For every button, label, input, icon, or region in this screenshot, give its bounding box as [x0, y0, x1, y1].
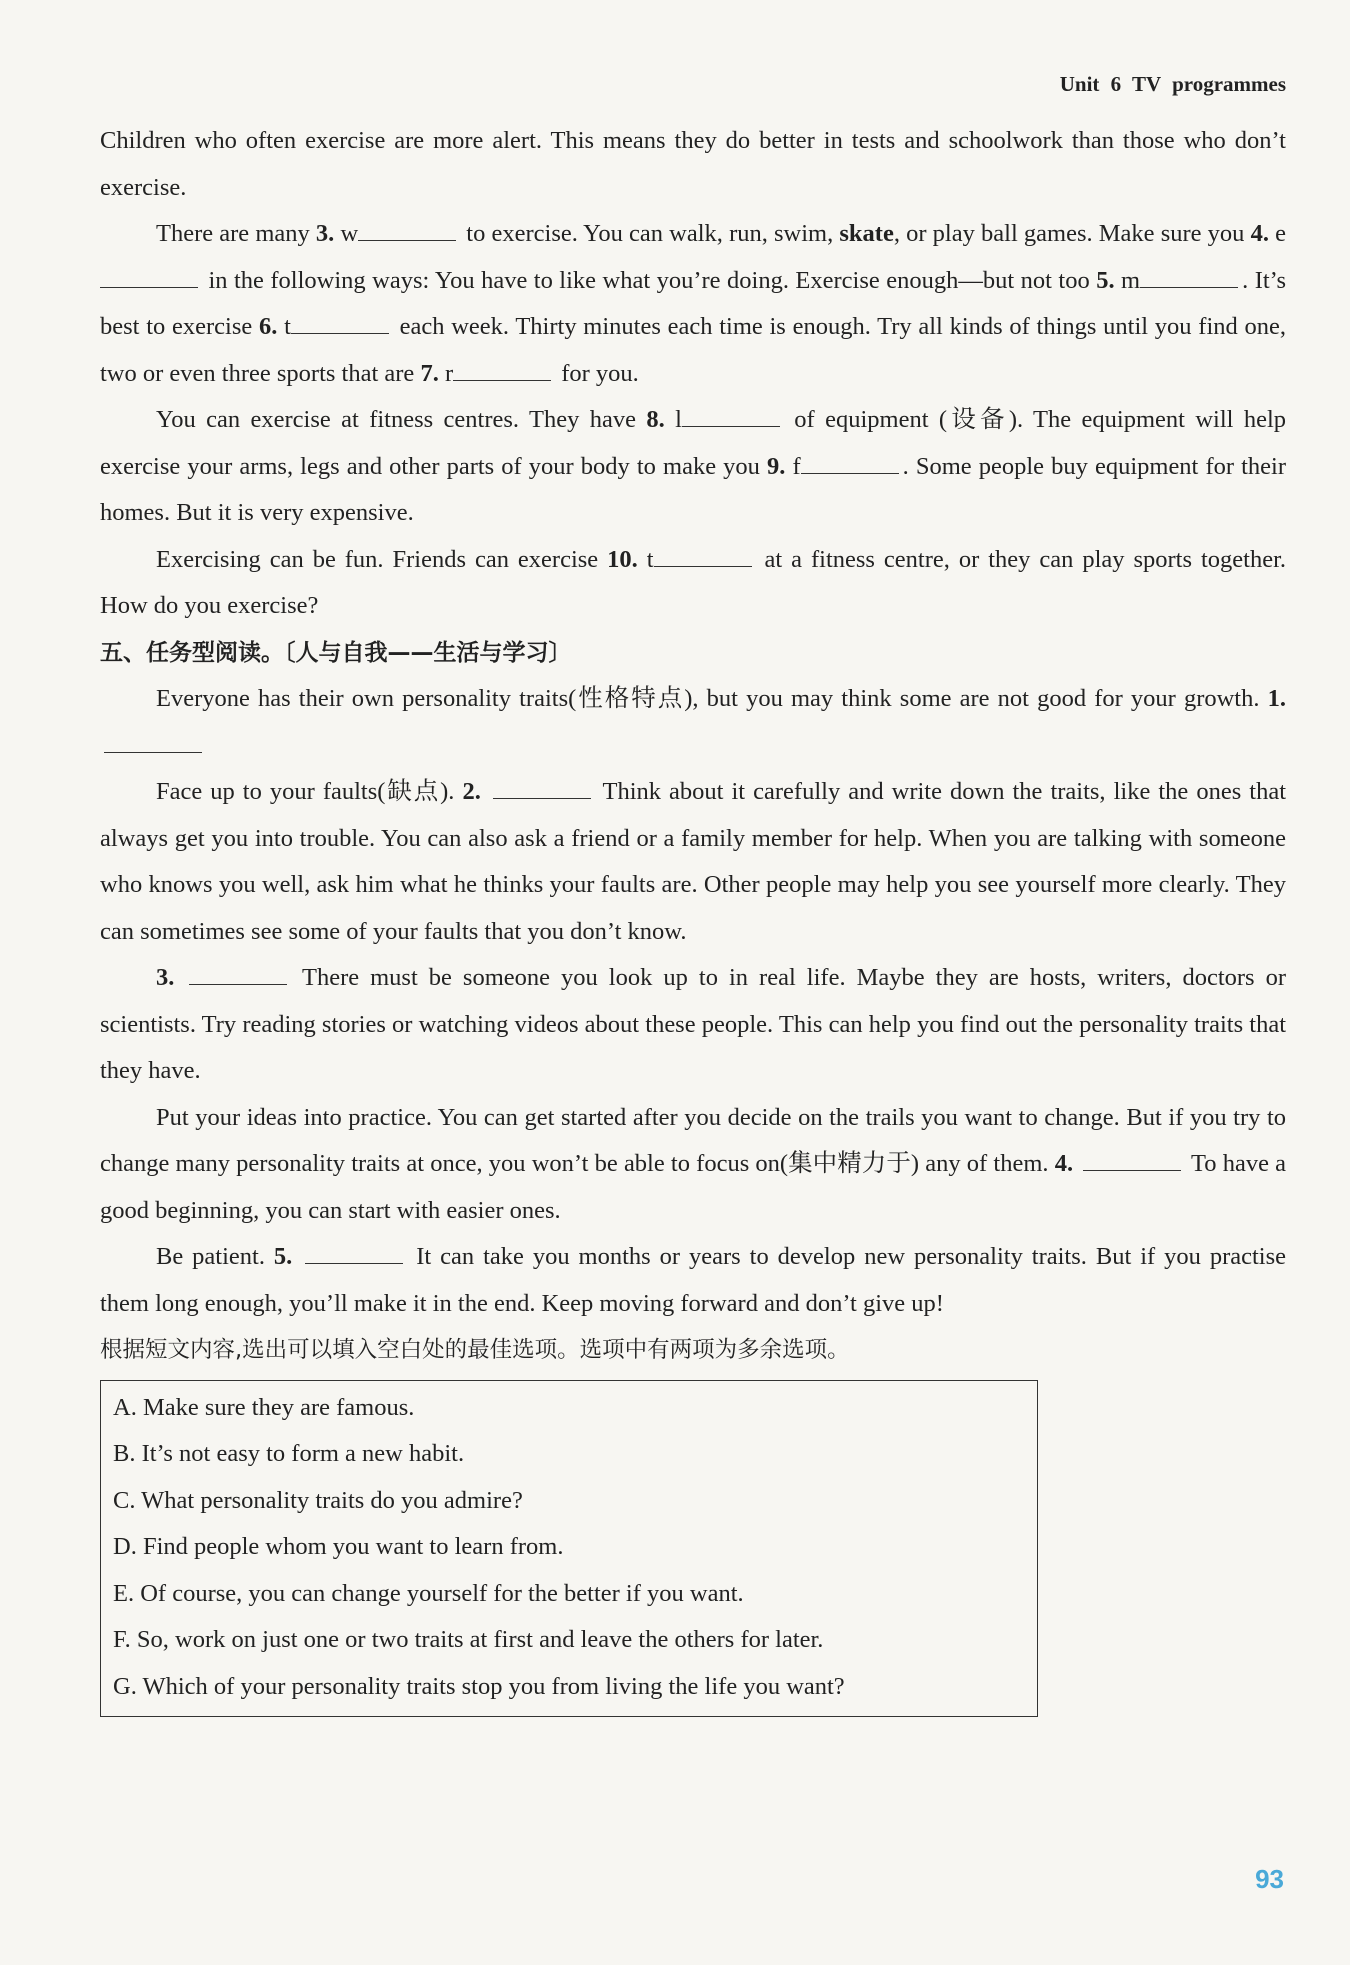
- option-c: C. What personality traits do you admire?: [113, 1486, 523, 1514]
- reading-paragraph-2: Face up to your faults(缺点). 2. Think about it carefully and write down the traits, like the ones that always get you into trouble. You can also ask a friend or a family member for help. When you are talking with someone who knows you well, ask him what he thinks your faults are. Other people may help you see yourself more clearly. They can sometimes see some of your faults that you don’t know.: [100, 769, 1286, 955]
- option-f: F. So, work on just one or two traits at first and leave the others for later.: [113, 1626, 824, 1653]
- option-b: B. It’s not easy to form a new habit.: [113, 1440, 465, 1467]
- answer-blank-8[interactable]: [682, 402, 780, 427]
- cloze-paragraph-1: Children who often exercise are more alert. This means they do better in tests and schoolwork than those who don’t exercise.: [100, 127, 1286, 201]
- answer-blank-7[interactable]: [453, 356, 551, 381]
- section-heading: 五、任务型阅读。〔人与自我——生活与学习〕: [100, 639, 572, 666]
- cloze-paragraph-2: There are many 3. w to exercise. You can walk, run, swim, skate, or play ball games. Make sure you 4. e in the following ways: You have to like what you’re doing. Exercise enough—but not too 5. m . It’s best to exercise 6. t each week. Thirty minutes each time is enough. Try all kinds of things until you find one, two or even three sports that are 7. r for you.: [100, 211, 1286, 397]
- reading-paragraph-3: 3. There must be someone you look up to in real life. Maybe they are hosts, writers, doctors or scientists. Try reading stories or watching videos about these people. This can help you find out the personality traits that they have.: [100, 955, 1286, 1095]
- options-box: [100, 1380, 1038, 1718]
- answer-blank-q5[interactable]: [305, 1239, 403, 1264]
- question-number-3: 3.: [156, 964, 175, 991]
- option-a: A. Make sure they are famous.: [113, 1393, 415, 1421]
- task-instruction: 根据短文内容,选出可以填入空白处的最佳选项。选项中有两项为多余选项。: [100, 1337, 850, 1363]
- option-e: E. Of course, you can change yourself for the better if you want.: [113, 1579, 744, 1607]
- answer-blank-q4[interactable]: [1083, 1146, 1181, 1171]
- answer-blank-3[interactable]: [358, 216, 456, 241]
- answer-blank-6[interactable]: [291, 309, 389, 334]
- answer-blank-10[interactable]: [654, 542, 752, 567]
- question-number-2: 2.: [462, 778, 481, 805]
- blank-number-3: 3.: [315, 220, 335, 247]
- page-content: [100, 118, 1286, 1717]
- answer-blank-q2[interactable]: [493, 774, 591, 799]
- blank-number-8: 8.: [646, 406, 665, 433]
- answer-blank-q3[interactable]: [189, 960, 287, 985]
- reading-paragraph-4: Put your ideas into practice. You can get started after you decide on the trails you want to change. But if you try to change many personality traits at once, you won’t be able to focus on(集中精力于) any of them. 4. To have a good beginning, you can start with easier ones.: [100, 1103, 1286, 1224]
- answer-blank-4[interactable]: [100, 263, 198, 288]
- cloze-paragraph-4: Exercising can be fun. Friends can exercise 10. t at a fitness centre, or they can play sports together. How do you exercise?: [100, 537, 1286, 630]
- bold-word-skate: skate: [839, 220, 894, 247]
- answer-blank-q1[interactable]: [104, 728, 202, 753]
- question-number-1: 1.: [1267, 685, 1286, 712]
- cloze-paragraph-3: You can exercise at fitness centres. They have 8. l of equipment (设备). The equipment will help exercise your arms, legs and other parts of your body to make you 9. f . Some people buy equipment for their homes. But it is very expensive.: [100, 397, 1286, 537]
- blank-number-7: 7.: [420, 359, 439, 387]
- blank-number-6: 6.: [258, 313, 278, 340]
- running-head: Unit 6 TV programmes: [1059, 72, 1286, 96]
- blank-number-10: 10.: [607, 545, 638, 573]
- blank-number-4: 4.: [1250, 220, 1269, 247]
- reading-paragraph-5: Be patient. 5. It can take you months or years to develop new personality traits. But if you practise them long enough, you’ll make it in the end. Keep moving forward and don’t give up!: [100, 1234, 1286, 1327]
- answer-blank-9[interactable]: [801, 449, 899, 474]
- blank-number-9: 9.: [767, 452, 786, 480]
- question-number-5: 5.: [273, 1243, 293, 1270]
- page-number: 93: [1255, 1864, 1284, 1894]
- blank-number-5: 5.: [1096, 266, 1115, 294]
- reading-paragraph-1: Everyone has their own personality traits(性格特点), but you may think some are not good for your growth. 1.: [100, 676, 1286, 769]
- question-number-4: 4.: [1054, 1150, 1074, 1177]
- option-d: D. Find people whom you want to learn from.: [113, 1533, 564, 1560]
- option-g: G. Which of your personality traits stop you from living the life you want?: [113, 1672, 845, 1700]
- answer-blank-5[interactable]: [1140, 263, 1238, 288]
